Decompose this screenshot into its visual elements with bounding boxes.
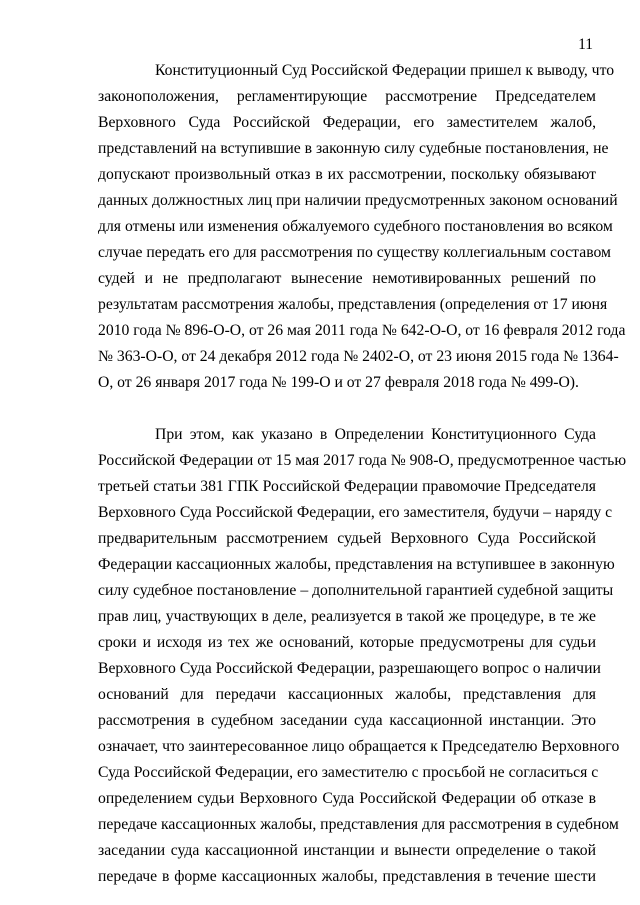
text-line-6: данных должностных лиц при наличии предусмотренных законом оснований [98, 192, 618, 209]
text-line-10: результатам рассмотрения жалобы, представления (определения от 17 июня [98, 296, 608, 313]
text-line-13: О, от 26 января 2017 года № 199-О и от 27 февраля 2018 года № 499-О). [98, 374, 579, 391]
text-line-21: прав лиц, участвующих в деле, реализуется в такой же процедуре, в те же [98, 608, 596, 625]
text-line-23: Верховного Суда Российской Федерации, разрешающего вопрос о наличии [98, 660, 601, 677]
text-line-25: рассмотрения в судебном заседании суда кассационной инстанции. Это [98, 712, 596, 729]
text-line-5: допускают произвольный отказ в их рассмотрении, поскольку обязывают [98, 166, 596, 183]
text-line-16: третьей статьи 381 ГПК Российской Федерации правомочие Председателя [98, 478, 596, 495]
text-line-1: Конституционный Суд Российской Федерации пришел к выводу, что [155, 62, 615, 79]
text-line-7: для отмены или изменения обжалуемого судебного постановления во всяком [98, 218, 613, 235]
text-line-19: Федерации кассационных жалобы, представления на вступившее в законную [98, 556, 615, 573]
text-line-15: Российской Федерации от 15 мая 2017 года № 908-О, предусмотренное частью [98, 452, 627, 469]
text-line-17: Верховного Суда Российской Федерации, его заместителя, будучи – наряду с [98, 504, 613, 521]
text-line-28: определением судьи Верховного Суда Российской Федерации об отказе в [98, 790, 596, 807]
text-line-20: силу судебное постановление – дополнительной гарантией судебной защиты [98, 582, 614, 599]
page-number: 11 [578, 36, 593, 53]
text-line-30: заседании суда кассационной инстанции и вынести определение о такой [98, 842, 596, 859]
text-line-8: случае передать его для рассмотрения по существу коллегиальным составом [98, 244, 611, 261]
text-line-26: означает, что заинтересованное лицо обращается к Председателю Верховного [98, 738, 620, 755]
text-line-2: законоположения, регламентирующие рассмотрение Председателем [98, 88, 596, 105]
text-line-9: судей и не предполагают вынесение немотивированных решений по [98, 270, 596, 287]
text-line-22: сроки и исходя из тех же оснований, которые предусмотрены для судьи [98, 634, 596, 651]
text-line-18: предварительным рассмотрением судьей Верховного Суда Российской [98, 530, 596, 547]
text-line-24: оснований для передачи кассационных жалобы, представления для [98, 686, 596, 703]
text-line-4: представлений на вступившие в законную силу судебные постановления, не [98, 140, 609, 157]
text-line-11: 2010 года № 896-О-О, от 26 мая 2011 года № 642-О-О, от 16 февраля 2012 года [98, 322, 626, 339]
text-line-27: Суда Российской Федерации, его заместителю с просьбой не согласиться с [98, 764, 599, 781]
text-line-12: № 363-О-О, от 24 декабря 2012 года № 2402-О, от 23 июня 2015 года № 1364- [98, 348, 619, 365]
text-line-29: передаче кассационных жалобы, представления для рассмотрения в судебном [98, 816, 619, 833]
text-line-14: При этом, как указано в Определении Конституционного Суда [155, 426, 596, 443]
text-line-3: Верховного Суда Российской Федерации, его заместителем жалоб, [98, 114, 596, 131]
text-line-31: передаче в форме кассационных жалобы, представления в течение шести [98, 868, 596, 885]
